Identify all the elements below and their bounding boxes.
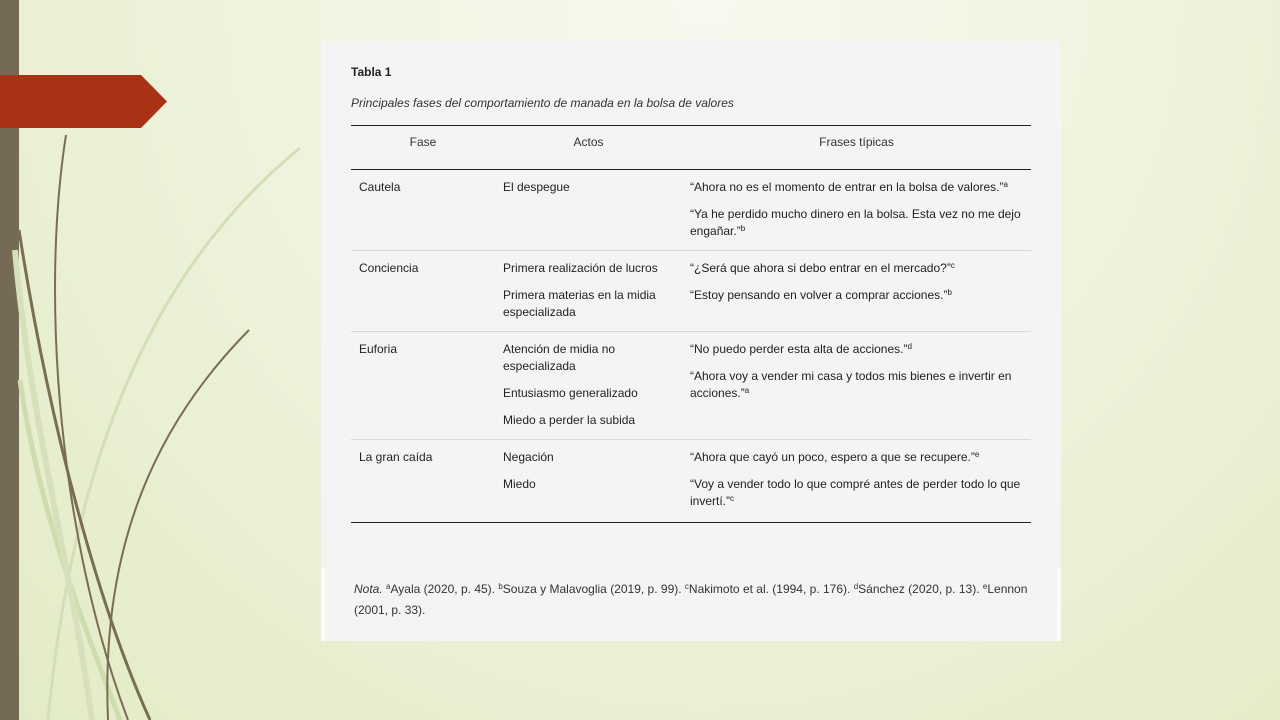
note-ref-marker: a <box>386 582 391 591</box>
frase-item <box>690 449 1023 466</box>
cell-actos <box>495 251 682 332</box>
note-ref-text: Nakimoto et al. (1994, p. 176). <box>688 582 851 596</box>
red-arrow-tab <box>0 75 167 128</box>
cell-fase: Cautela <box>351 170 495 251</box>
acto-item: Primera materias en la midia especializada <box>503 288 656 319</box>
table-row <box>351 332 1031 440</box>
frase-text: “No puedo perder esta alta de acciones.” <box>690 342 908 356</box>
cell-fase: Euforia <box>351 332 495 440</box>
frase-item <box>690 206 1023 240</box>
frase-item <box>690 341 1023 358</box>
cell-actos <box>495 170 682 251</box>
cell-frases <box>682 251 1031 332</box>
acto-item: Entusiasmo generalizado <box>503 386 638 400</box>
footnote-marker: a <box>744 386 750 395</box>
table-title: Principales fases del comportamiento de manada en la bolsa de valores <box>351 96 734 110</box>
acto-item: El despegue <box>503 180 570 194</box>
table-row <box>351 251 1031 332</box>
frase-item <box>690 179 1023 196</box>
cell-frases <box>682 170 1031 251</box>
note-ref-marker: c <box>684 582 689 591</box>
acto-item: Negación <box>503 450 554 464</box>
decorative-curve-light-3 <box>15 250 92 720</box>
note-ref-text: Ayala (2020, p. 45). <box>390 582 495 596</box>
cell-actos <box>495 440 682 523</box>
frase-item <box>690 368 1023 402</box>
note-ref-marker: b <box>498 582 503 591</box>
frase-text: “Ahora no es el momento de entrar en la bolsa de valores.” <box>690 180 1004 194</box>
footnote-marker: c <box>950 261 955 270</box>
frase-text: “Voy a vender todo lo que compré antes de perder todo lo que invertí.” <box>690 477 1021 508</box>
note-ref-text: Sánchez (2020, p. 13). <box>858 582 980 596</box>
frase-item <box>690 287 1023 304</box>
decorative-curve-light-2 <box>20 380 120 720</box>
acto-item: Miedo a perder la subida <box>503 413 636 427</box>
frase-item <box>690 476 1023 510</box>
cell-actos <box>495 332 682 440</box>
footnote-marker: d <box>907 342 912 351</box>
decorative-curve-dark-1 <box>55 135 128 720</box>
header-frases: Frases típicas <box>682 126 1031 170</box>
frase-item <box>690 260 1023 277</box>
frase-text: “Ya he perdido mucho dinero en la bolsa. Esta vez no me dejo engañar.” <box>690 207 1021 238</box>
cell-frases <box>682 332 1031 440</box>
table-header-row <box>351 126 1031 170</box>
footnote-marker: c <box>730 494 735 503</box>
table-note <box>354 579 1034 621</box>
cell-fase: La gran caída <box>351 440 495 523</box>
note-ref-text: Souza y Malavoglia (2019, p. 99). <box>502 582 682 596</box>
note-ref-text: Lennon (2001, p. 33). <box>354 582 1028 617</box>
frase-text: “¿Será que ahora si debo entrar en el mercado?” <box>690 261 951 275</box>
footnote-marker: e <box>974 450 980 459</box>
frase-text: “Ahora voy a vender mi casa y todos mis bienes e invertir en acciones.” <box>690 369 1012 400</box>
cell-frases <box>682 440 1031 523</box>
footnote-marker: a <box>1003 180 1008 189</box>
table-image <box>321 41 1061 641</box>
acto-item: Primera realización de lucros <box>503 261 658 275</box>
note-ref-marker: e <box>982 582 988 591</box>
footnote-marker: b <box>740 224 746 233</box>
footnote-marker: b <box>947 288 952 297</box>
frase-text: “Ahora que cayó un poco, espero a que se recupere.” <box>690 450 975 464</box>
decorative-curve-dark-3 <box>107 330 249 720</box>
acto-item: Atención de midia no especializada <box>503 342 616 373</box>
header-fase: Fase <box>351 126 495 170</box>
table-label: Tabla 1 <box>351 65 392 79</box>
table-row <box>351 170 1031 251</box>
acto-item: Miedo <box>503 477 536 491</box>
note-label: Nota. <box>354 582 383 596</box>
phases-table <box>351 125 1031 523</box>
frase-text: “Estoy pensando en volver a comprar acciones.” <box>690 288 948 302</box>
header-actos: Actos <box>495 126 682 170</box>
cell-fase: Conciencia <box>351 251 495 332</box>
table-body <box>351 170 1031 523</box>
table-row <box>351 440 1031 523</box>
note-ref-marker: d <box>853 582 859 591</box>
